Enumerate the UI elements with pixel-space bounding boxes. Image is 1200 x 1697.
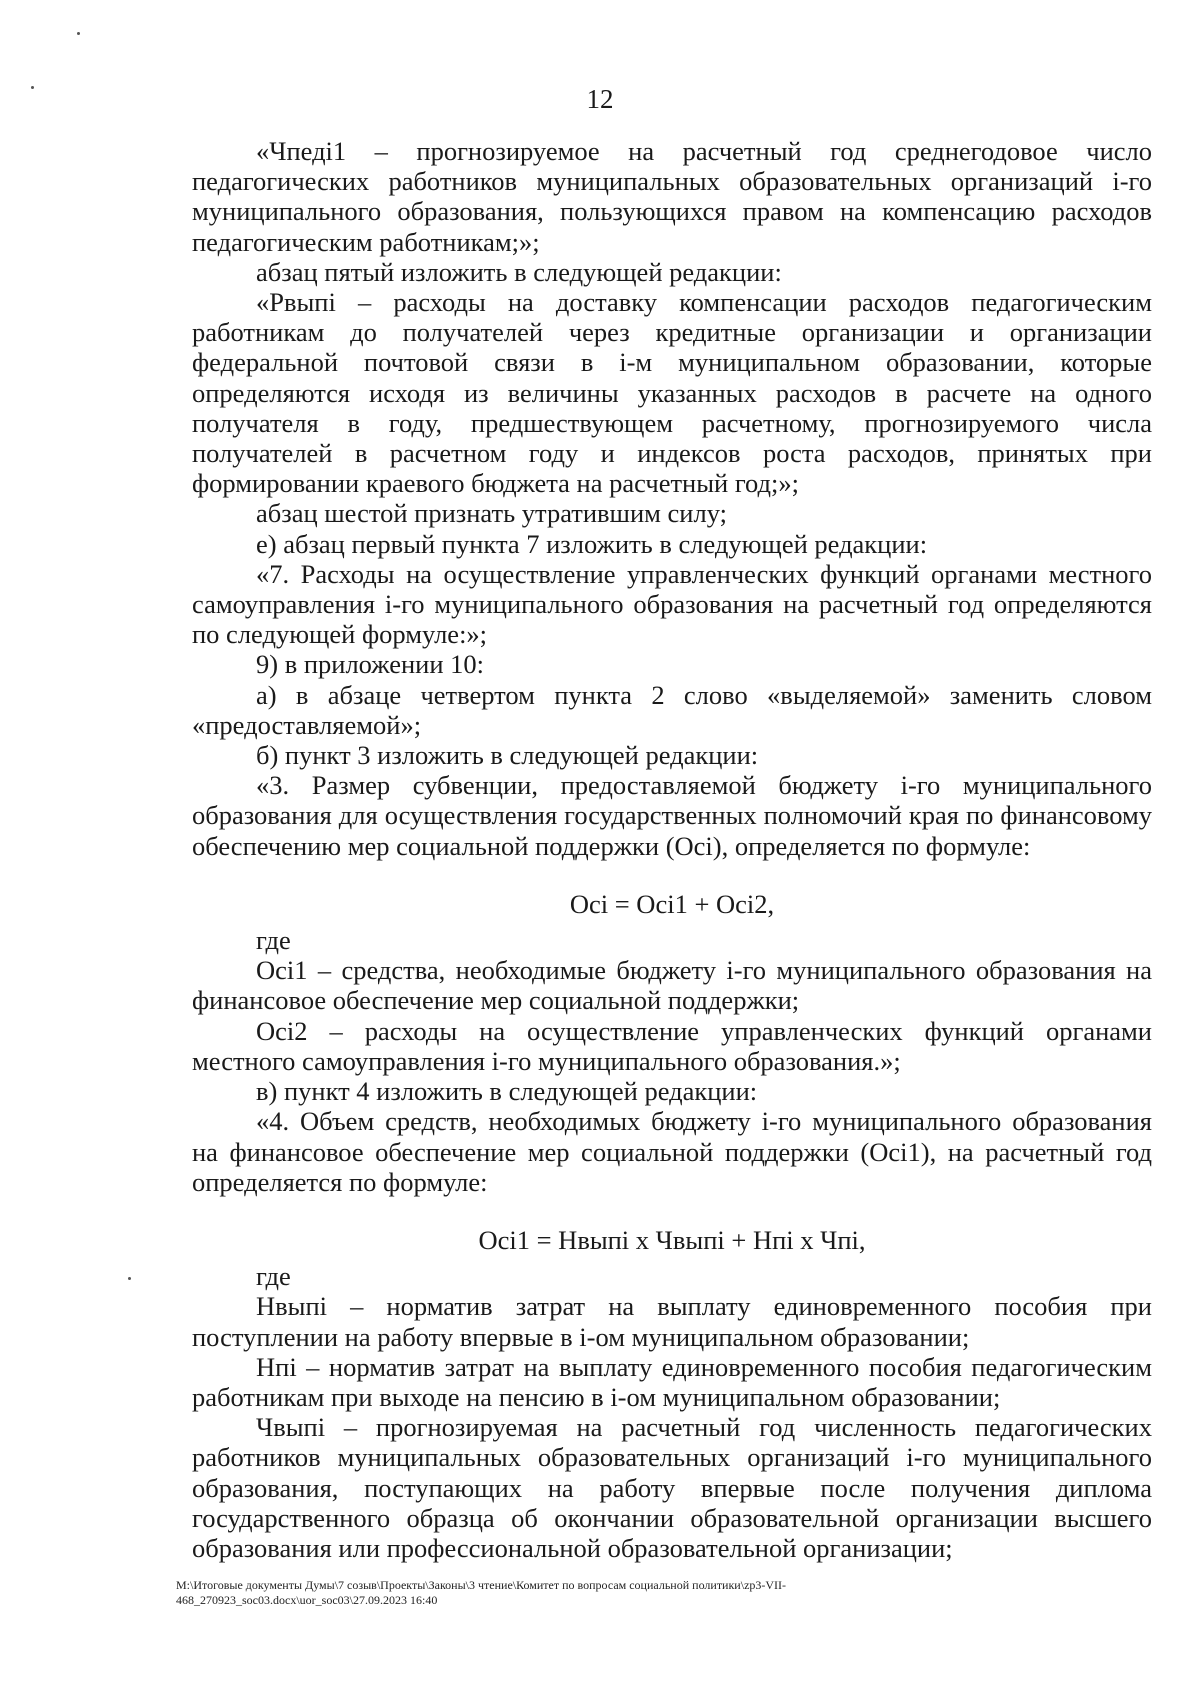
paragraph: «Pвыпi – расходы на доставку компенсации расходов педагогическим работникам до получателей через кредитные организации и организации федеральной почтовой связи в i-м муниципальном образовании, которые определяются исходя из величины указанных расходов в расчете на одного получателя в году, предшествующем расчетному, прогнозируемого числа получателей в расчетном году и индексов роста расходов, принятых при формировании краевого бюджета на расчетный год;»; (192, 287, 1152, 499)
footer-line: M:\Итоговые документы Думы\7 созыв\Проекты\Законы\3 чтение\Комитет по вопросам социальной политики\zp3-VII- (176, 1578, 787, 1592)
file-path-footer (176, 1578, 1136, 1608)
paragraph: «Чпедi1 – прогнозируемое на расчетный год среднегодовое число педагогических работников муниципальных образовательных организаций i-го муниципального образования, пользующихся правом на компенсацию расходов педагогическим работникам;»; (192, 136, 1152, 257)
formula-osi: Осi = Осi1 + Осi2, (569, 888, 775, 919)
scan-speck (128, 1277, 131, 1280)
paragraph: Осi1 – средства, необходимые бюджету i-го муниципального образования на финансовое обеспечение мер социальной поддержки; (192, 955, 1152, 1016)
paragraph: 9) в приложении 10: (256, 649, 485, 680)
paragraph: «7. Расходы на осуществление управленческих функций органами местного самоуправления i-го муниципального образования на расчетный год определяются по следующей формуле:»; (192, 558, 1152, 650)
document-body (192, 136, 1152, 1563)
where-label: где (256, 1261, 291, 1292)
paragraph: Нпi – норматив затрат на выплату единовременного пособия педагогическим работникам при выходе на пенсию в i-ом муниципальном образовании; (192, 1351, 1152, 1412)
scan-speck (31, 86, 34, 89)
formula-osi1: Осi1 = Нвыпi х Чвыпi + Нпi х Чпi, (478, 1224, 866, 1255)
paragraph: б) пункт 3 изложить в следующей редакции: (256, 740, 759, 771)
paragraph: «3. Размер субвенции, предоставляемой бюджету i-го муниципального образования для осуществления государственных полномочий края по финансовому обеспечению мер социальной поддержки (Осi), определяется по формуле: (192, 770, 1152, 861)
where-label: где (256, 925, 291, 956)
scan-speck (77, 32, 80, 35)
paragraph: в) пункт 4 изложить в следующей редакции: (256, 1076, 758, 1107)
paragraph: абзац пятый изложить в следующей редакции: (256, 256, 782, 287)
paragraph: а) в абзаце четвертом пункта 2 слово «выделяемой» заменить словом «предоставляемой»; (192, 679, 1152, 740)
paragraph: Осi2 – расходы на осуществление управленческих функций органами местного самоуправления i-го муниципального образования.»; (192, 1015, 1152, 1076)
paragraph: Нвыпi – норматив затрат на выплату единовременного пособия при поступлении на работу впервые в i-ом муниципальном образовании; (192, 1291, 1152, 1352)
paragraph: абзац шестой признать утратившим силу; (256, 498, 727, 529)
paragraph: Чвыпi – прогнозируемая на расчетный год численность педагогических работников муниципальных образовательных организаций i-го муниципального образования, поступающих на работу впервые после получения диплома государственного образца об окончании образовательной организации высшего образования или профессиональной образовательной организации; (192, 1412, 1152, 1563)
paragraph: е) абзац первый пункта 7 изложить в следующей редакции: (256, 528, 928, 559)
footer-line: 468_270923_soc03.docx\uor_soc03\27.09.2023 16:40 (176, 1593, 438, 1607)
paragraph: «4. Объем средств, необходимых бюджету i-го муниципального образования на финансовое обеспечение мер социальной поддержки (Осi1), на расчетный год определяется по формуле: (192, 1106, 1152, 1197)
page-number: 12 (586, 84, 614, 114)
